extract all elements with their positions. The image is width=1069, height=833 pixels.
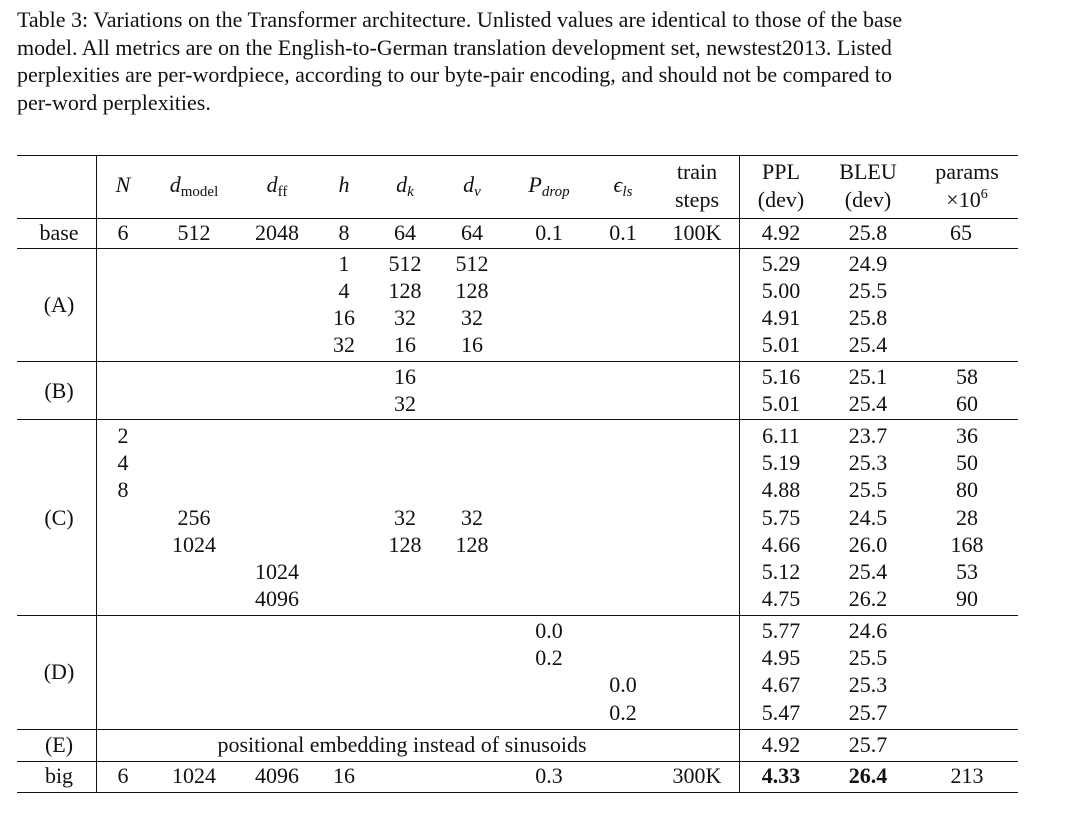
table-cell: 25.7: [848, 700, 888, 725]
table-caption: [17, 6, 1037, 116]
table-cell: 4.66: [761, 532, 801, 557]
table-cell: 2: [117, 423, 129, 448]
table-cell: 25.4: [848, 559, 888, 584]
table-cell: 25.5: [848, 645, 888, 670]
table-cell: 1024: [172, 532, 216, 557]
table-cell: 0.0: [609, 672, 637, 697]
header-h: h: [338, 172, 350, 197]
table-cell: 64: [461, 220, 483, 245]
table-cell: 0.1: [609, 220, 637, 245]
row-label-e: (E): [44, 732, 74, 757]
table-cell: 25.1: [848, 364, 888, 389]
table-cell: 60: [956, 391, 978, 416]
table-cell: 5.12: [761, 559, 801, 584]
table-cell: 16: [394, 364, 416, 389]
table-cell: 8: [338, 220, 350, 245]
table-cell: 4: [338, 278, 350, 303]
table-cell: 6: [117, 763, 129, 788]
table-cell: positional embedding instead of sinusoids: [217, 732, 587, 757]
header-p-drop: Pdrop: [528, 172, 570, 200]
table-cell: 32: [333, 332, 355, 357]
header-d-k: dk: [396, 172, 414, 200]
table-cell: 5.19: [761, 450, 801, 475]
table-cell: 4.88: [761, 477, 801, 502]
header-n: N: [115, 172, 131, 197]
row-label-base: base: [39, 220, 79, 245]
table-cell: 64: [394, 220, 416, 245]
table-cell: 26.2: [848, 586, 888, 611]
table-cell: 25.7: [848, 732, 888, 757]
table-cell: 25.5: [848, 278, 888, 303]
table-cell: 24.5: [848, 505, 888, 530]
header-params-line1: params: [935, 159, 999, 184]
table-cell: 5.00: [761, 278, 801, 303]
table-rule: [17, 615, 1018, 616]
table-cell: 1: [338, 251, 350, 276]
table-cell: 26.0: [848, 532, 888, 557]
table-cell: 53: [956, 559, 978, 584]
table-cell: 5.77: [761, 618, 801, 643]
table-cell: 4.67: [761, 672, 801, 697]
table-rule-top: [17, 155, 1018, 156]
table-cell: 65: [950, 220, 972, 245]
table-cell: 5.29: [761, 251, 801, 276]
table-rule: [17, 248, 1018, 249]
header-eps-ls: ϵls: [613, 172, 633, 200]
caption-line: per-word perplexities.: [17, 89, 211, 115]
header-train-steps-line1: train: [676, 159, 718, 184]
table-cell: 512: [177, 220, 211, 245]
table-cell: 4: [117, 450, 129, 475]
table-cell: 1024: [172, 763, 216, 788]
table-column-rule: [96, 155, 97, 793]
table-cell: 4.92: [761, 732, 801, 757]
caption-line: perplexities are per-wordpiece, according to our byte-pair encoding, and should not be compared to: [17, 62, 892, 87]
table-cell: 128: [388, 532, 422, 557]
table-cell: 4096: [255, 586, 299, 611]
table-cell: 512: [455, 251, 489, 276]
table-cell: 80: [956, 477, 978, 502]
table-cell-best: 4.33: [761, 763, 801, 788]
table-cell: 6: [117, 220, 129, 245]
table-cell: 5.01: [761, 391, 801, 416]
table-cell: 32: [394, 305, 416, 330]
table-cell: 5.47: [761, 700, 801, 725]
caption-line: Table 3: Variations on the Transformer architecture. Unlisted values are identical to those of the base: [17, 7, 903, 32]
table-cell: 128: [455, 532, 489, 557]
table-cell: 28: [956, 505, 978, 530]
table-cell: 512: [388, 251, 422, 276]
row-label-b: (B): [44, 378, 74, 403]
table-cell: 100K: [672, 220, 722, 245]
header-d-model: dmodel: [169, 172, 219, 200]
table-column-rule: [739, 155, 740, 793]
table-cell: 25.8: [848, 305, 888, 330]
row-label-d: (D): [43, 659, 75, 684]
table-cell: 4096: [255, 763, 299, 788]
table-cell: 16: [461, 332, 483, 357]
table-cell: 0.2: [609, 700, 637, 725]
header-d-ff: dff: [266, 172, 288, 200]
header-bleu-line1: BLEU: [839, 159, 897, 184]
table-cell: 4.95: [761, 645, 801, 670]
table-cell: 213: [950, 763, 984, 788]
table-rule: [17, 729, 1018, 730]
header-ppl-line1: PPL: [762, 159, 800, 184]
table-cell: 6.11: [762, 423, 800, 448]
table-cell: 4.92: [761, 220, 801, 245]
table-cell: 58: [956, 364, 978, 389]
header-bleu-line2: (dev): [844, 187, 892, 212]
table-rule: [17, 419, 1018, 420]
table-cell: 0.3: [535, 763, 563, 788]
table-cell: 25.4: [848, 332, 888, 357]
table-cell: 16: [333, 305, 355, 330]
table-cell: 25.8: [848, 220, 888, 245]
row-label-c: (C): [44, 505, 74, 530]
table-cell: 4.91: [761, 305, 801, 330]
table-cell: 23.7: [848, 423, 888, 448]
table-cell: 50: [956, 450, 978, 475]
table-cell: 5.75: [761, 505, 801, 530]
table-cell: 32: [461, 505, 483, 530]
table-cell: 2048: [255, 220, 299, 245]
table-cell: 5.01: [761, 332, 801, 357]
table-cell: 0.1: [535, 220, 563, 245]
table-cell: 24.9: [848, 251, 888, 276]
table-cell: 36: [956, 423, 978, 448]
table-cell: 8: [117, 477, 129, 502]
table-cell: 90: [956, 586, 978, 611]
caption-line: model. All metrics are on the English-to-German translation development set, newstest2013. Listed: [17, 34, 892, 60]
table-cell: 0.0: [535, 618, 563, 643]
header-train-steps-line2: steps: [675, 187, 719, 212]
table-cell: 16: [333, 763, 355, 788]
table-cell-best: 26.4: [848, 763, 888, 788]
table-cell: 25.4: [848, 391, 888, 416]
table-cell: 32: [394, 391, 416, 416]
table-cell: 168: [950, 532, 984, 557]
table-cell: 5.16: [761, 364, 801, 389]
table-cell: 1024: [255, 559, 299, 584]
table-cell: 25.5: [848, 477, 888, 502]
table-cell: 256: [177, 505, 211, 530]
table-cell: 24.6: [848, 618, 888, 643]
table-cell: 4.75: [761, 586, 801, 611]
table-cell: 25.3: [848, 450, 888, 475]
table-cell: 16: [394, 332, 416, 357]
row-label-a: (A): [43, 292, 75, 317]
table-cell: 32: [394, 505, 416, 530]
table-rule-bottom: [17, 792, 1018, 793]
header-params-line2: $\times 10^6$: [946, 187, 988, 212]
table-cell: 32: [461, 305, 483, 330]
table-rule: [17, 361, 1018, 362]
header-d-v: dv: [463, 172, 481, 200]
table-cell: 25.3: [848, 672, 888, 697]
table-cell: 128: [388, 278, 422, 303]
table-cell: 128: [455, 278, 489, 303]
row-label-big: big: [44, 763, 74, 788]
table-cell: 300K: [672, 763, 722, 788]
table-cell: 0.2: [535, 645, 563, 670]
header-ppl-line2: (dev): [757, 187, 805, 212]
